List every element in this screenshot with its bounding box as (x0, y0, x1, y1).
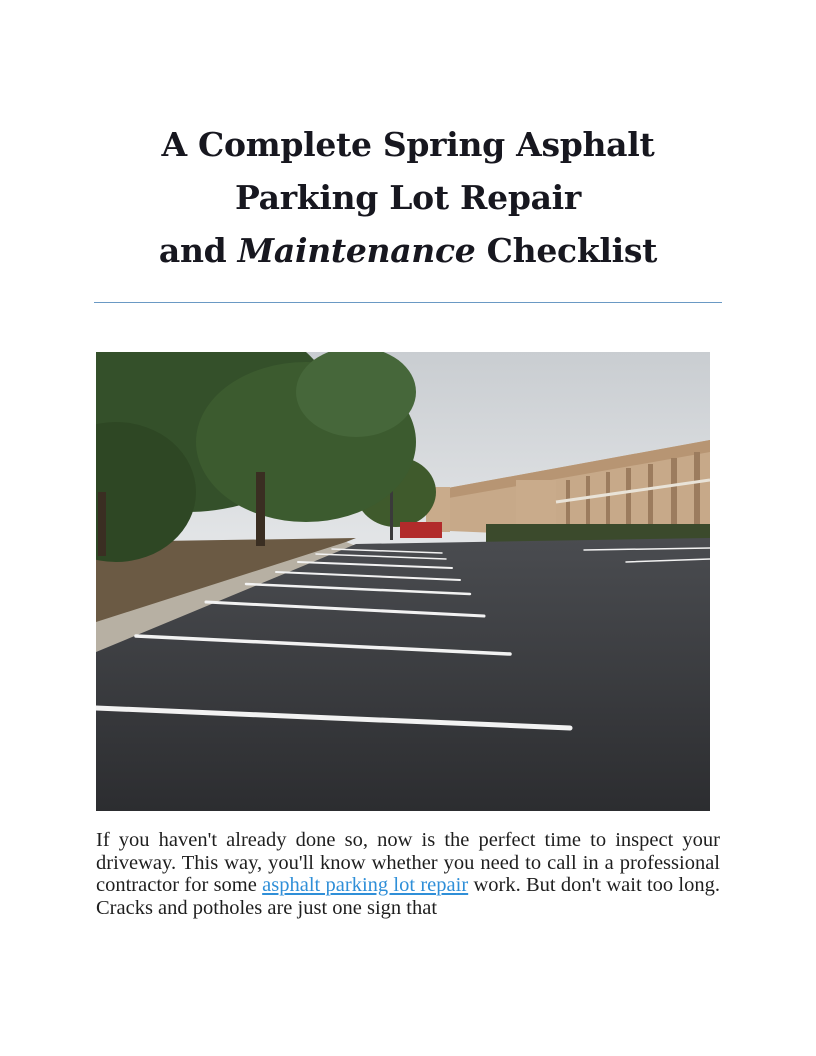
title-divider (94, 302, 722, 303)
intro-text-before-link: If you haven't already done so, now is the perfect time to inspect your driveway. This way, you'll know whether you need to call in a professional contractor for some (96, 829, 720, 896)
parking-lot-photo (96, 352, 710, 811)
title-line-3-prefix: and (158, 231, 238, 270)
title-line-3 (94, 224, 722, 277)
title-line-2: Parking Lot Repair (235, 178, 581, 217)
intro-text-after-link: work. But don't wait too long. Cracks and potholes are just one sign that (96, 874, 720, 919)
intro-paragraph (96, 829, 720, 919)
title-line-1: A Complete Spring Asphalt (161, 125, 655, 164)
title-emphasis: Maintenance (237, 231, 476, 270)
document-title (94, 118, 722, 277)
asphalt-repair-link[interactable]: asphalt parking lot repair (262, 874, 469, 896)
title-line-3-suffix: Checklist (475, 231, 658, 270)
